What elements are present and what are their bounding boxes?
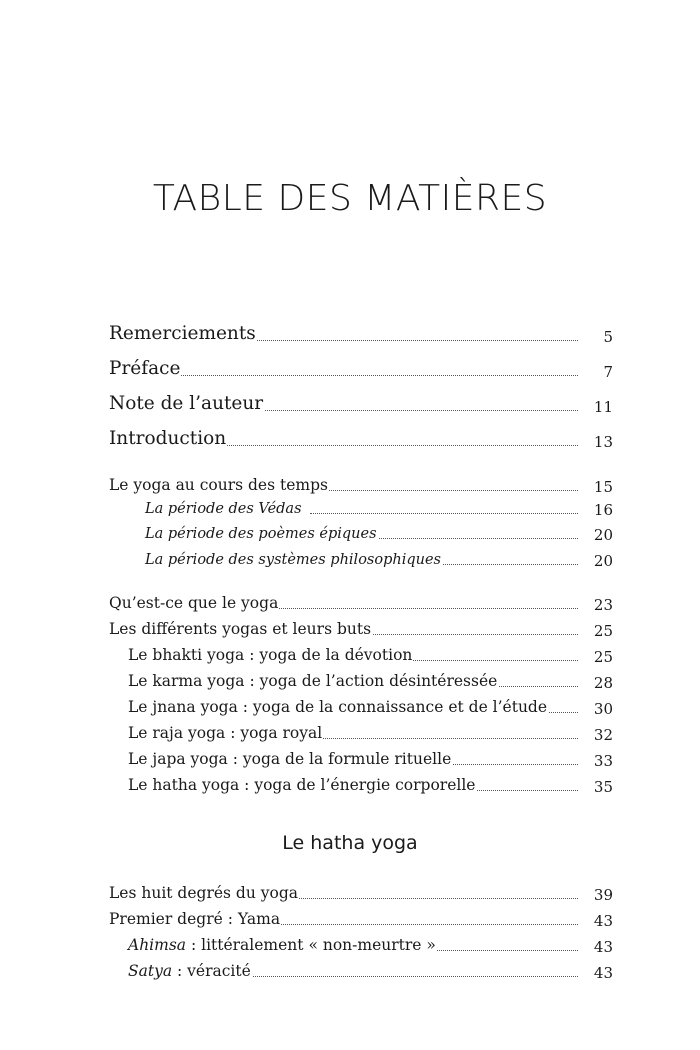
- toc-subentry[interactable]: [0, 518, 700, 544]
- toc-entry[interactable]: [0, 904, 700, 930]
- toc-entry-page: 43: [593, 938, 613, 956]
- toc-entry-page: 33: [593, 752, 613, 770]
- toc-entry-label: Le yoga au cours des temps: [109, 476, 328, 494]
- toc-subentry[interactable]: [0, 692, 700, 718]
- toc-entry-label: Le japa yoga : yoga de la formule rituelle: [128, 750, 452, 768]
- toc-entry-label: Le hatha yoga : yoga de l’énergie corporelle: [128, 776, 476, 794]
- toc-entry-page: 16: [593, 501, 613, 519]
- toc-entry[interactable]: [0, 390, 700, 416]
- toc-entry-page: 30: [593, 700, 613, 718]
- toc-subentry[interactable]: [0, 544, 700, 570]
- toc-entry[interactable]: [0, 614, 700, 640]
- toc-entry-page: 25: [593, 648, 613, 666]
- toc-entry-page: 11: [593, 398, 613, 416]
- toc-entry-label: La période des systèmes philosophiques: [145, 552, 441, 568]
- toc-entry-label: Les huit degrés du yoga: [109, 884, 298, 902]
- toc-entry-label: Introduction: [109, 428, 227, 449]
- part-heading: Le hatha yoga: [282, 832, 418, 854]
- term-definition: : littéralement « non-meurtre »: [186, 936, 436, 954]
- toc-entry[interactable]: [0, 588, 700, 614]
- toc-entry-page: 25: [593, 622, 613, 640]
- term: Ahimsa: [128, 936, 187, 954]
- term: Satya: [128, 962, 173, 980]
- toc-entry[interactable]: [0, 878, 700, 904]
- toc-entry-page: 35: [593, 778, 613, 796]
- toc-entry-page: 5: [603, 328, 613, 346]
- toc-entry-label: Remerciements: [109, 323, 256, 344]
- toc-entry-label: Le karma yoga : yoga de l’action désintéressée: [128, 672, 498, 690]
- toc-entry-label: La période des poèmes épiques: [145, 526, 377, 542]
- toc-subentry[interactable]: [0, 640, 700, 666]
- toc-subentry[interactable]: [0, 718, 700, 744]
- toc-entry-label: Le jnana yoga : yoga de la connaissance et de l’étude: [128, 698, 548, 716]
- toc-entry-page: 13: [593, 433, 613, 451]
- toc-subentry[interactable]: [0, 770, 700, 796]
- toc-subentry[interactable]: [0, 493, 700, 519]
- toc-subentry[interactable]: [0, 744, 700, 770]
- toc-entry-label: Les différents yogas et leurs buts: [109, 620, 372, 638]
- toc-entry[interactable]: [0, 320, 700, 346]
- toc-entry-label: Le raja yoga : yoga royal: [128, 724, 323, 742]
- toc-entry-page: 7: [603, 363, 613, 381]
- toc-entry-page: 43: [593, 964, 613, 982]
- toc-entry-page: 32: [593, 726, 613, 744]
- toc-entry-page: 23: [593, 596, 613, 614]
- toc-entry-page: 20: [593, 552, 613, 570]
- toc-entry-label: [128, 936, 437, 954]
- toc-entry-label: Note de l’auteur: [109, 393, 264, 414]
- toc-entry-page: 15: [593, 478, 613, 496]
- toc-entry-page: 28: [593, 674, 613, 692]
- toc-entry[interactable]: [0, 355, 700, 381]
- page-title: TABLE DES MATIÈRES: [152, 178, 548, 219]
- term-definition: : véracité: [172, 962, 251, 980]
- toc-entry-page: 39: [593, 886, 613, 904]
- toc-subentry[interactable]: [0, 666, 700, 692]
- toc-entry-label: Préface: [109, 358, 181, 379]
- toc-entry-label: [128, 962, 252, 980]
- toc-entry-label: Le bhakti yoga : yoga de la dévotion: [128, 646, 413, 664]
- toc-entry[interactable]: [0, 425, 700, 451]
- toc-subentry[interactable]: [0, 930, 700, 956]
- toc-subentry[interactable]: [0, 956, 700, 982]
- toc-entry-page: 20: [593, 526, 613, 544]
- toc-entry-label: Qu’est-ce que le yoga: [109, 594, 279, 612]
- toc-entry-page: 43: [593, 912, 613, 930]
- toc-entry-label: La période des Védas: [145, 501, 302, 517]
- toc-entry-label: Premier degré : Yama: [109, 910, 281, 928]
